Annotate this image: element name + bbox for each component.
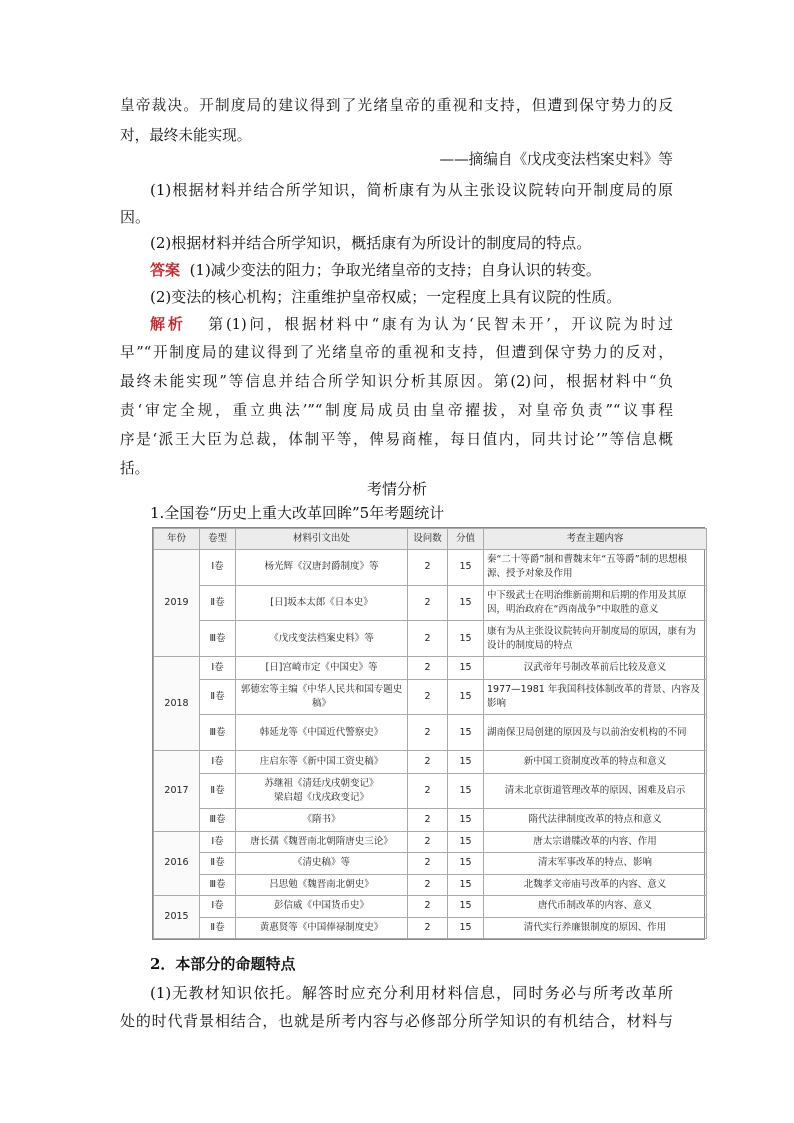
topic-cell: 秦“二十等爵”制和曹魏末年“五等爵”制的思想根源、授予对象及作用 — [484, 550, 707, 586]
table-row — [154, 550, 707, 586]
answer-line-1 — [150, 260, 673, 280]
score-cell: 15 — [448, 809, 484, 831]
table-row — [154, 585, 707, 621]
question-2: (2)根据材料并结合所学知识，概括康有为所设计的制度局的特点。 — [150, 234, 592, 252]
answer-label: 答案 — [150, 261, 181, 279]
paper-cell: Ⅱ卷 — [200, 585, 236, 621]
table-row — [154, 809, 707, 831]
score-cell: 15 — [448, 657, 484, 679]
question-count-cell: 2 — [408, 917, 448, 938]
section-title: 考情分析 — [366, 480, 427, 498]
source-cell: 吕思勉《魏晋南北朝史》 — [236, 874, 408, 895]
table-row — [154, 874, 707, 895]
header-source: 材料引文出处 — [236, 529, 408, 550]
score-cell: 15 — [448, 715, 484, 751]
paper-cell: Ⅰ卷 — [200, 831, 236, 852]
source-cell: 唐长孺《魏晋南北朝隋唐史三论》 — [236, 831, 408, 852]
header-topic: 考查主题内容 — [484, 529, 707, 550]
source-cell: 苏继祖《清廷戊戌朝变记》 梁启超《戊戌政变记》 — [236, 773, 408, 809]
topic-cell: 汉武帝年号制改革前后比较及意义 — [484, 657, 707, 679]
paper-cell: Ⅲ卷 — [200, 715, 236, 751]
table-row — [154, 679, 707, 715]
source-cell: 《戊戌变法档案史料》等 — [236, 621, 408, 657]
score-cell: 15 — [448, 679, 484, 715]
table-row — [154, 773, 707, 809]
table-row — [154, 917, 707, 938]
header-question-count: 设问数 — [408, 529, 448, 550]
question-count-cell: 2 — [408, 874, 448, 895]
score-cell: 15 — [448, 853, 484, 874]
score-cell: 15 — [448, 751, 484, 773]
year-cell: 2018 — [154, 657, 200, 751]
table-row — [154, 715, 707, 751]
source-cell: [日]坂本太郎《日本史》 — [236, 585, 408, 621]
question-count-cell: 2 — [408, 853, 448, 874]
material-source: ——摘编自《戊戌变法档案史料》等 — [439, 151, 673, 168]
score-cell: 15 — [448, 585, 484, 621]
source-cell: 黄惠贤等《中国俸禄制度史》 — [236, 917, 408, 938]
source-cell: 《清史稿》等 — [236, 853, 408, 874]
paper-cell: Ⅰ卷 — [200, 657, 236, 679]
paper-cell: Ⅱ卷 — [200, 917, 236, 938]
analysis-label: 解析 — [150, 315, 186, 333]
question-1-line-2: 因。 — [120, 208, 151, 226]
analysis-text-1: 第(1)问，根据材料中“康有为认为‘民智未开’，开议院为时过 — [208, 316, 673, 333]
paper-cell: Ⅱ卷 — [200, 679, 236, 715]
material-line-1: 皇帝裁决。开制度局的建议得到了光绪皇帝的重视和支持，但遭到保守势力的反 — [120, 97, 673, 114]
score-cell: 15 — [448, 896, 484, 917]
table-row — [154, 751, 707, 773]
analysis-line-4: 责‘审定全规，重立典法’”“制度局成员由皇帝擢拔，对皇帝负责”“议事程 — [120, 402, 673, 419]
paper-cell: Ⅱ卷 — [200, 773, 236, 809]
year-cell: 2015 — [154, 896, 200, 939]
table-row — [154, 853, 707, 874]
material-line-2: 对，最终未能实现。 — [120, 127, 252, 144]
score-cell: 15 — [448, 550, 484, 586]
score-cell: 15 — [448, 874, 484, 895]
topic-cell: 新中国工资制度改革的特点和意义 — [484, 751, 707, 773]
exam-statistics-table — [152, 527, 705, 940]
paper-cell: Ⅲ卷 — [200, 621, 236, 657]
paper-cell: Ⅱ卷 — [200, 853, 236, 874]
topic-cell: 隋代法律制度改革的特点和意义 — [484, 809, 707, 831]
last-paragraph-line-2: 处的时代背景相结合，也就是所考内容与必修部分所学知识的有机结合，材料与 — [120, 1012, 673, 1030]
source-cell: [日]宫崎市定《中国史》等 — [236, 657, 408, 679]
topic-cell: 康有为从主张设议院转向开制度局的原因，康有为设计的制度局的特点 — [484, 621, 707, 657]
year-cell: 2019 — [154, 550, 200, 657]
question-count-cell: 2 — [408, 773, 448, 809]
header-year: 年份 — [154, 529, 200, 550]
score-cell: 15 — [448, 831, 484, 852]
paper-cell: Ⅰ卷 — [200, 751, 236, 773]
last-paragraph-line-1: (1)无教材知识依托。解答时应充分利用材料信息，同时务必与所考改革所 — [150, 984, 673, 1002]
question-count-cell: 2 — [408, 831, 448, 852]
answer-line-2: (2)变法的核心机构；注重维护皇帝权威；一定程度上具有议院的性质。 — [150, 288, 622, 306]
table-header-row — [154, 529, 707, 550]
question-count-cell: 2 — [408, 896, 448, 917]
answer-text-1: (1)减少变法的阻力；争取光绪皇帝的支持；自身认识的转变。 — [189, 261, 601, 279]
paper-cell: Ⅰ卷 — [200, 550, 236, 586]
analysis-line-2: 早”“开制度局的建议得到了光绪皇帝的重视和支持，但遭到保守势力的反对， — [120, 344, 673, 361]
question-count-cell: 2 — [408, 585, 448, 621]
source-cell: 庄启东等《新中国工资史稿》 — [236, 751, 408, 773]
analysis-line-5: 序是‘派王大臣为总裁，体制平等，俾易商榷，每日值内，同共讨论’”等信息概 — [120, 431, 673, 448]
question-count-cell: 2 — [408, 657, 448, 679]
topic-cell: 清代实行养廉银制度的原因、作用 — [484, 917, 707, 938]
question-count-cell: 2 — [408, 621, 448, 657]
analysis-line-6: 括。 — [120, 460, 150, 477]
year-cell: 2017 — [154, 751, 200, 832]
topic-cell: 湖南保卫局创建的原因及与以前治安机构的不同 — [484, 715, 707, 751]
source-cell: 杨光辉《汉唐封爵制度》等 — [236, 550, 408, 586]
question-count-cell: 2 — [408, 715, 448, 751]
score-cell: 15 — [448, 773, 484, 809]
subsection-2-title: 2．本部分的命题特点 — [150, 955, 296, 973]
source-cell: 韩延龙等《中国近代警察史》 — [236, 715, 408, 751]
table-row — [154, 896, 707, 917]
paper-cell: Ⅲ卷 — [200, 809, 236, 831]
table-row — [154, 831, 707, 852]
header-score: 分值 — [448, 529, 484, 550]
subsection-1-title: 1.全国卷“历史上重大改革回眸”5年考题统计 — [150, 504, 445, 522]
topic-cell: 清末军事改革的特点、影响 — [484, 853, 707, 874]
topic-cell: 1977—1981 年我国科技体制改革的背景、内容及影响 — [484, 679, 707, 715]
paper-cell: Ⅰ卷 — [200, 896, 236, 917]
question-count-cell: 2 — [408, 679, 448, 715]
topic-cell: 北魏孝文帝庙号改革的内容、意义 — [484, 874, 707, 895]
topic-cell: 清末北京街道管理改革的原因、困难及启示 — [484, 773, 707, 809]
year-cell: 2016 — [154, 831, 200, 895]
analysis-line-3: 最终未能实现”等信息并结合所学知识分析其原因。第(2)问，根据材料中“负 — [120, 373, 673, 390]
score-cell: 15 — [448, 621, 484, 657]
question-count-cell: 2 — [408, 751, 448, 773]
topic-cell: 唐代币制改革的内容、意义 — [484, 896, 707, 917]
score-cell: 15 — [448, 917, 484, 938]
question-1-line-1: (1)根据材料并结合所学知识，简析康有为从主张设议院转向开制度局的原 — [150, 181, 673, 199]
question-count-cell: 2 — [408, 550, 448, 586]
source-cell: 彭信威《中国货币史》 — [236, 896, 408, 917]
header-paper: 卷型 — [200, 529, 236, 550]
question-count-cell: 2 — [408, 809, 448, 831]
table-row — [154, 657, 707, 679]
analysis-line-1 — [150, 314, 673, 335]
source-cell: 郭德宏等主编《中华人民共和国专题史稿》 — [236, 679, 408, 715]
table-row — [154, 621, 707, 657]
topic-cell: 中下级武士在明治维新前期和后期的作用及其原因，明治政府在“西南战争”中取胜的意义 — [484, 585, 707, 621]
paper-cell: Ⅲ卷 — [200, 874, 236, 895]
source-cell: 《隋书》 — [236, 809, 408, 831]
topic-cell: 唐太宗谱牒改革的内容、作用 — [484, 831, 707, 852]
